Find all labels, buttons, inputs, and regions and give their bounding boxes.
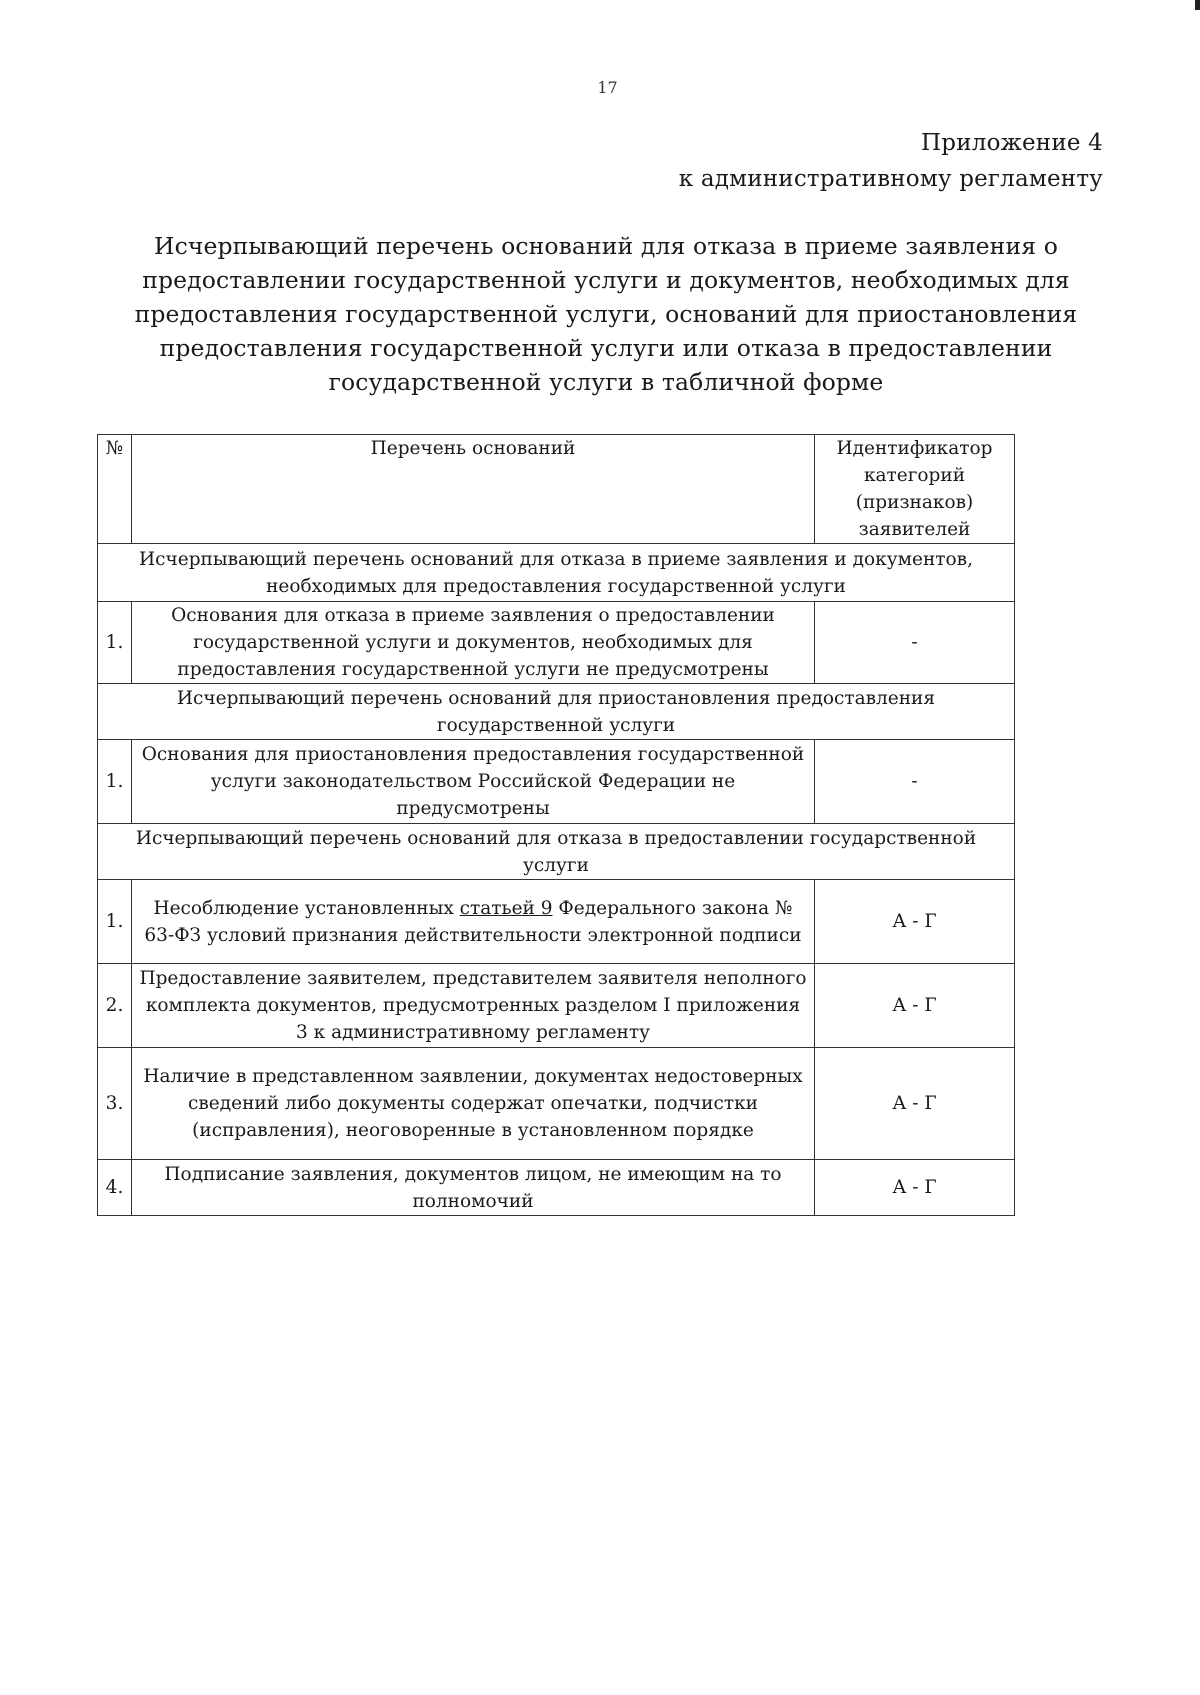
title-line: предоставлении государственной услуги и документов, необходимых для (142, 266, 1070, 294)
grounds-table (97, 434, 1015, 1216)
section-title-row (98, 544, 1015, 602)
title-line: Исчерпывающий перечень оснований для отказа в приеме заявления о (154, 232, 1058, 260)
row-identifier: А - Г (815, 1160, 1015, 1216)
row-identifier: А - Г (815, 964, 1015, 1048)
page-number: 17 (597, 78, 618, 97)
row-number: 3. (98, 1048, 132, 1160)
appendix-reference: к административному регламенту (678, 166, 1103, 192)
header-num: № (98, 435, 132, 544)
section-title: Исчерпывающий перечень оснований для отказа в предоставлении государственной услуги (98, 824, 1015, 880)
row-text-end: Федерального закона № 63-ФЗ условий признания действительности электронной подписи (144, 897, 802, 946)
title-line: предоставления государственной услуги, оснований для приостановления (134, 300, 1078, 328)
row-grounds-text: Подписание заявления, документов лицом, не имеющим на то полномочий (132, 1160, 815, 1216)
row-number: 4. (98, 1160, 132, 1216)
row-grounds-text (132, 880, 815, 964)
table-header-row (98, 435, 1015, 544)
document-title (96, 229, 1116, 399)
section-title-row (98, 824, 1015, 880)
appendix-number: Приложение 4 (921, 130, 1103, 156)
row-grounds-text: Основания для приостановления предоставления государственной услуги законодательством Российской Федерации не предусмотрены (132, 740, 815, 824)
appendix-header (679, 125, 1103, 197)
header-identifier: Идентификатор категорий (признаков) заявителей (815, 435, 1015, 544)
header-grounds: Перечень оснований (132, 435, 815, 544)
law-article-link[interactable]: статьей 9 (459, 897, 553, 919)
section-title: Исчерпывающий перечень оснований для приостановления предоставления государственной услуги (98, 684, 1015, 740)
row-number: 1. (98, 880, 132, 964)
row-grounds-text: Наличие в представленном заявлении, документах недостоверных сведений либо документы содержат опечатки, подчистки (исправления), неоговоренные в установленном порядке (132, 1048, 815, 1160)
table-row (98, 1048, 1015, 1160)
table-row (98, 964, 1015, 1048)
row-identifier: А - Г (815, 880, 1015, 964)
table-row (98, 880, 1015, 964)
row-identifier: - (815, 740, 1015, 824)
title-line: государственной услуги в табличной форме (328, 368, 884, 396)
table-row (98, 740, 1015, 824)
row-grounds-text: Основания для отказа в приеме заявления о предоставлении государственной услуги и документов, необходимых для предоставления государственной услуги не предусмотрены (132, 602, 815, 684)
row-number: 1. (98, 740, 132, 824)
scan-mark (1195, 0, 1200, 10)
row-identifier: А - Г (815, 1048, 1015, 1160)
row-identifier: - (815, 602, 1015, 684)
row-number: 2. (98, 964, 132, 1048)
section-title: Исчерпывающий перечень оснований для отказа в приеме заявления и документов, необходимых для предоставления государственной услуги (98, 544, 1015, 602)
table-row (98, 1160, 1015, 1216)
table-row (98, 602, 1015, 684)
row-number: 1. (98, 602, 132, 684)
title-line: предоставления государственной услуги или отказа в предоставлении (159, 334, 1053, 362)
row-grounds-text: Предоставление заявителем, представителем заявителя неполного комплекта документов, предусмотренных разделом I приложения 3 к административному регламенту (132, 964, 815, 1048)
section-title-row (98, 684, 1015, 740)
row-text-start: Несоблюдение установленных (153, 897, 460, 919)
